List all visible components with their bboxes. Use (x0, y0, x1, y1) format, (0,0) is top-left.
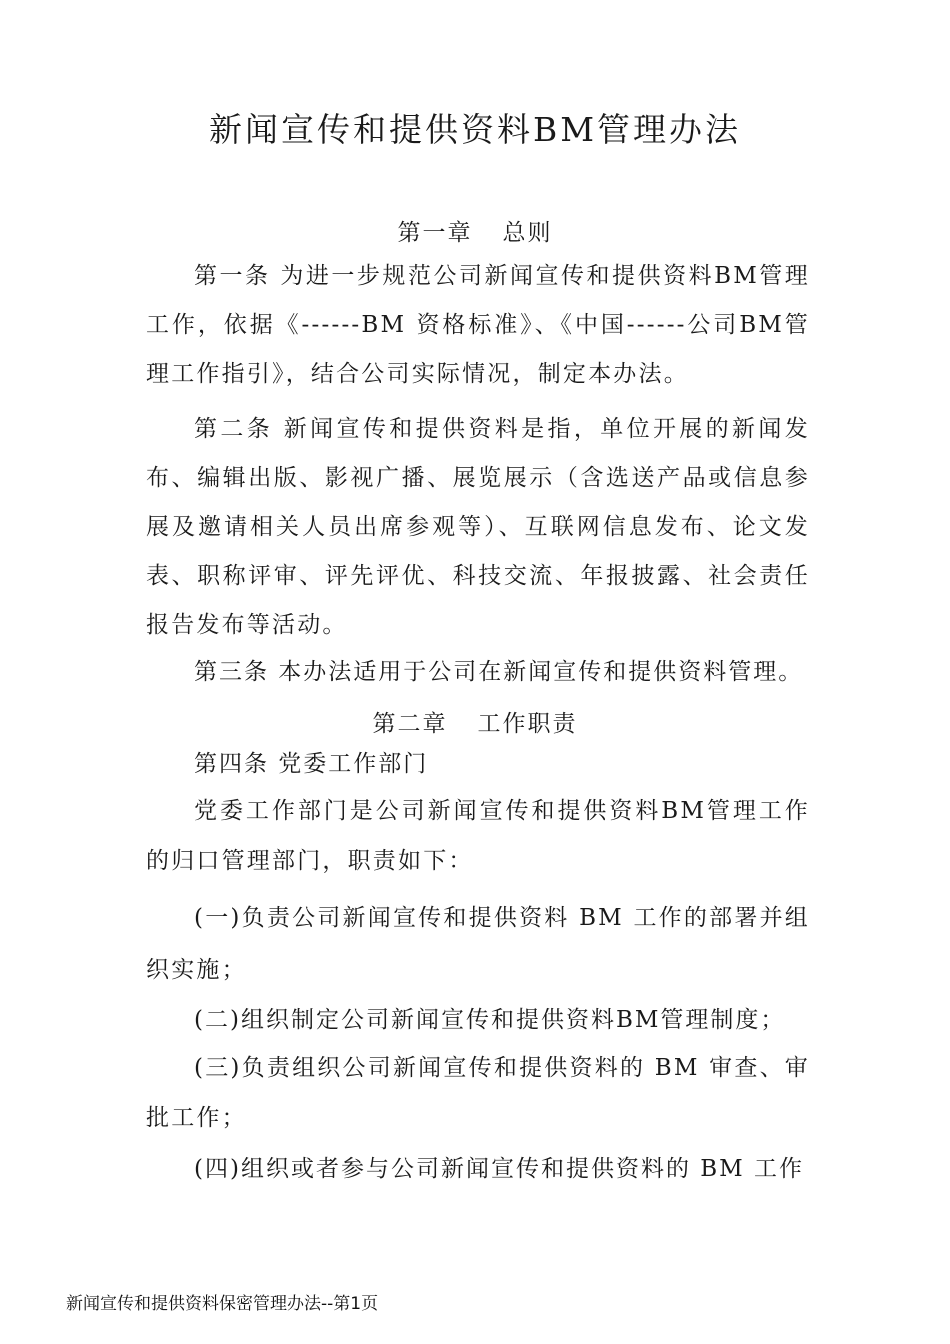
duty-item-4: (四)组织或者参与公司新闻宣传和提供资料的 BM 工作 (194, 1156, 805, 1182)
article-2: 第二条 新闻宣传和提供资料是指，单位开展的新闻发布、编辑出版、影视广播、展览展示（含选送产品或信息参展及邀请相关人员出席参观等）、互联网信息发布、论文发表、职称评审、评先评优、科技交流、年报披露、社会责任报告发布等活动。 (146, 416, 810, 638)
chapter-heading-2 (0, 705, 950, 738)
duty-item-3: (三)负责组织公司新闻宣传和提供资料的 BM 审查、审批工作； (146, 1055, 810, 1131)
article-4-heading: 第四条 党委工作部门 (194, 751, 429, 777)
chapter-2-label: 第二章 (372, 711, 448, 737)
chapter-heading-1 (0, 214, 950, 247)
duty-item-1: (一)负责公司新闻宣传和提供资料 BM 工作的部署并组织实施； (146, 905, 810, 983)
chapter-2-name: 工作职责 (477, 711, 578, 737)
article-1: 第一条 为进一步规范公司新闻宣传和提供资料BM管理工作，依据《------BM 资格标准》、《中国------公司BM管理工作指引》，结合公司实际情况，制定本办法。 (146, 263, 810, 387)
document-title: 新闻宣传和提供资料BM管理办法 (208, 110, 742, 149)
article-3: 第三条 本办法适用于公司在新闻宣传和提供资料管理。 (194, 659, 804, 685)
duty-item-2: (二)组织制定公司新闻宣传和提供资料BM管理制度； (194, 1007, 786, 1033)
article-4-body: 党委工作部门是公司新闻宣传和提供资料BM管理工作的归口管理部门，职责如下： (146, 798, 810, 874)
chapter-1-label: 第一章 (397, 220, 473, 246)
page-footer: 新闻宣传和提供资料保密管理办法--第1页 (66, 1294, 379, 1314)
chapter-1-name: 总则 (502, 220, 553, 246)
